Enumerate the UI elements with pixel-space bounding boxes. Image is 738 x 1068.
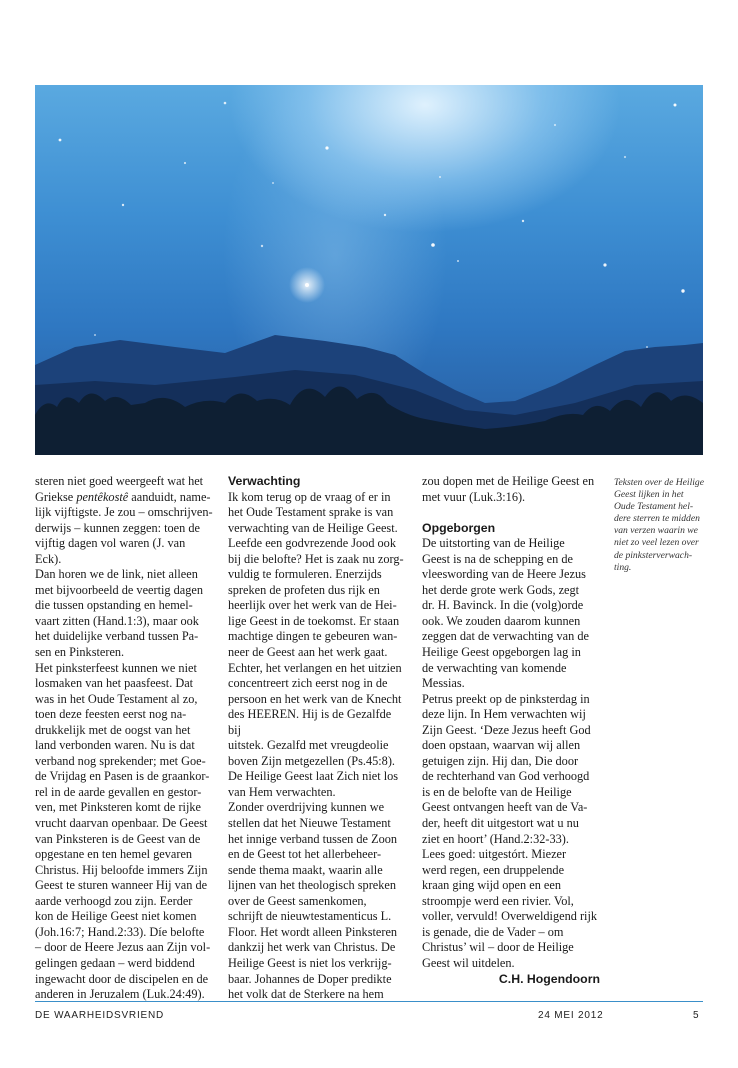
text-line: lijnen van het theologisch spreken — [228, 878, 397, 893]
text-line: Geest ontvangen heeft van de Va- — [422, 800, 588, 815]
text-line: toen deze feesten eerst nog na- — [35, 707, 187, 722]
text-line: was in het Oude Testament al zo, — [35, 691, 198, 706]
text-line: lijk vijftigste. Je zou – omschrijven- — [35, 505, 213, 520]
footer-divider — [35, 1001, 703, 1002]
text-line: Messias. — [422, 676, 465, 691]
text-line: De uitstorting van de Heilige — [422, 536, 565, 551]
text-line: Heilige Geest is niet los verkrijg- — [228, 955, 392, 970]
caption-line: van verzen waarin we — [614, 525, 698, 537]
text-line: dankzij het werk van Christus. De — [228, 940, 396, 955]
text-line: aarde verhoogd zou zijn. Eerder — [35, 893, 193, 908]
article-column-2 — [228, 474, 406, 1003]
text-line: het Oude Testament sprake is van — [228, 505, 394, 520]
text-line: verband nog sprekender; met Goe- — [35, 753, 206, 768]
text-line: het derde grote werk Gods, zegt — [422, 582, 580, 597]
section-heading-verwachting: Verwachting — [228, 474, 301, 488]
text-line: vijftig dagen vol waren (J. van Eck). — [35, 536, 186, 566]
text-line: ven, met Pinksteren komt de rijke — [35, 800, 201, 815]
text-line: met vuur (Luk.3:16). — [422, 489, 526, 504]
text-line: heerlijk over het werk van de Hei- — [228, 598, 397, 613]
text-line: derwijs – kunnen zeggen: toen de — [35, 520, 200, 535]
text-line: opgestane en ten hemel gevaren — [35, 847, 193, 862]
text-line: en de Geest tot het allerbeheer- — [228, 847, 382, 862]
text-line: – door de Heere Jezus aan Zijn vol- — [35, 940, 211, 955]
text-line: de verwachting van komende — [422, 660, 567, 675]
text-line: vaart zitten (Hand.1:3), maar ook — [35, 613, 199, 628]
article-column-3 — [422, 474, 600, 987]
footer-page-number: 5 — [693, 1010, 700, 1021]
text-line: kon de Heilige Geest niet komen — [35, 909, 197, 924]
text-line: boven Zijn metgezellen (Ps.45:8). — [228, 753, 395, 768]
text-line: over de Geest samenkomen, — [228, 893, 367, 908]
text-line: Dan horen we de link, niet alleen — [35, 567, 198, 582]
text-line: gelingen gedaan – werd biddend — [35, 955, 195, 970]
text-line: (Joh.16:7; Hand.2:33). Díe belofte — [35, 924, 205, 939]
caption-line: dere sterren te midden — [614, 513, 700, 525]
text-line: losmaken van het paasfeest. Dat — [35, 676, 194, 691]
text-line: zeggen dat de verwachting van de — [422, 629, 589, 644]
text-line: van Pinksteren is de Geest van de — [35, 831, 201, 846]
text-line: baar. Johannes de Doper predikte — [228, 971, 392, 986]
text-line: des HEEREN. Hij is de Gezalfde bij — [228, 707, 392, 737]
footer-date: 24 MEI 2012 — [538, 1010, 604, 1021]
text-line: anderen in Jeruzalem (Luk.24:49). — [35, 987, 205, 1002]
text-line: schrijft de nieuwtestamenticus L. — [228, 909, 392, 924]
text-line: sende thema maakt, waarin alle — [228, 862, 383, 877]
caption-line: Geest lijken in het — [614, 489, 684, 501]
text-line: ingewacht door de discipelen en de — [35, 971, 209, 986]
text-line: spreken de profeten dus rijk en — [228, 582, 380, 597]
text-line: vuldig te formuleren. Enerzijds — [228, 567, 382, 582]
text-line: is genade, die de Vader – om — [422, 924, 564, 939]
text-line: de Vrijdag en Pasen is de graankor- — [35, 769, 210, 784]
text-line: het innige verband tussen de Zoon — [228, 831, 398, 846]
text-line: lige Geest in de toekomst. Er staan — [228, 613, 400, 628]
text-line: Echter, het verlangen en het uitzien — [228, 660, 402, 675]
text-line: neer de Geest aan het werk gaat. — [228, 645, 388, 660]
text-line: machtige dingen te gebeuren wan- — [228, 629, 398, 644]
author-signature: C.H. Hogendoorn — [498, 971, 600, 986]
text-line: Christus. Hij beloofde immers Zijn — [35, 862, 208, 877]
text-line: vleeswording van de Heere Jezus — [422, 567, 586, 582]
text-line: Ik kom terug op de vraag of er in — [228, 489, 391, 504]
stars — [59, 102, 685, 348]
text-line: De Heilige Geest laat Zich niet los — [228, 769, 399, 784]
text-line: steren niet goed weergeeft wat het — [35, 474, 204, 488]
text-line: Christus’ wil – door de Heilige — [422, 940, 574, 955]
text-line: Petrus preekt op de pinksterdag in — [422, 691, 590, 706]
footer-publication: DE WAARHEIDSVRIEND — [35, 1010, 165, 1021]
text-line: vrucht daarvan openbaar. De Geest — [35, 816, 208, 831]
caption-line: Teksten over de Heilige — [614, 477, 704, 488]
text-line: verwachting van de Heilige Geest. — [228, 520, 398, 535]
text-line: Het pinksterfeest kunnen we niet — [35, 660, 197, 675]
text-line: stroompje werd een rivier. Vol, — [422, 893, 574, 908]
text-line: het duidelijke verband tussen Pa- — [35, 629, 199, 644]
text-line: uitstek. Gezalfd met vreugdeolie — [228, 738, 389, 753]
paragraph-gap — [422, 505, 600, 521]
text-line: van Hem verwachten. — [228, 784, 336, 799]
text-line: doen opstaan, waarvan wij allen — [422, 738, 581, 753]
text-line: Geest is na de schepping en de — [422, 551, 573, 566]
text-line: sen en Pinksteren. — [35, 645, 125, 660]
sidebar-caption — [614, 477, 706, 574]
text-line: Lees goed: uitgestórt. Miezer — [422, 847, 567, 862]
text-line: Zijn Geest. ‘Deze Jezus heeft God — [422, 722, 591, 737]
text-line: ook. We zouden daarom kunnen — [422, 613, 581, 628]
text-line: deze lijn. In Hem verwachten wij — [422, 707, 586, 722]
glowing-star — [289, 267, 325, 303]
text-line: persoon en het werk van de Knecht — [228, 691, 402, 706]
text-line: Geest te sturen wanneer Hij van de — [35, 878, 208, 893]
text-line: bij die belofte? Het is zaak nu zorg- — [228, 551, 404, 566]
text-line: Griekse pentêkostê aanduidt, name- — [35, 489, 211, 504]
text-line: werd regen, een druppelende — [422, 862, 565, 877]
text-line: voller, vervuld! Overweldigend rijk — [422, 909, 598, 924]
text-line: Heilige Geest opgeborgen lag in — [422, 645, 581, 660]
text-line: kraan ging wijd open en een — [422, 878, 561, 893]
text-line: de rechterhand van God verhoogd — [422, 769, 590, 784]
greek-term: pentêkostê — [76, 489, 129, 504]
night-landscape-illustration — [35, 85, 703, 455]
text-line: het volk dat de Sterkere na hem — [228, 987, 384, 1002]
text-line: land verbonden waren. Nu is dat — [35, 738, 195, 753]
text-line: Zonder overdrijving kunnen we — [228, 800, 385, 815]
text-line: drukkelijk met de oogst van het — [35, 722, 191, 737]
text-line: met bijvoorbeeld de veertig dagen — [35, 582, 203, 597]
text-line: dr. H. Bavinck. In die (volg)orde — [422, 598, 584, 613]
text-line: getuigen zijn. Hij dan, Die door — [422, 753, 579, 768]
caption-line: Oude Testament hel- — [614, 501, 694, 513]
text-line: die tussen opstanding en hemel- — [35, 598, 193, 613]
text-line: concentreert zich eerst nog in de — [228, 676, 388, 691]
text-line: Leefde een godvrezende Jood ook — [228, 536, 396, 551]
text-line: stellen dat het Nieuwe Testament — [228, 816, 391, 831]
text-line: Floor. Het wordt alleen Pinksteren — [228, 924, 398, 939]
text-line: zou dopen met de Heilige Geest en — [422, 474, 595, 488]
header-photo — [35, 85, 703, 455]
text-line: Geest wil uitdelen. — [422, 955, 515, 970]
caption-line: niet zo veel lezen over — [614, 537, 699, 549]
caption-line: ting. — [614, 561, 632, 573]
text-line: rel in de aarde gevallen en gestor- — [35, 784, 202, 799]
article-column-1 — [35, 474, 213, 1003]
text-line: is en de belofte van de Heilige — [422, 784, 572, 799]
text-line: der, heeft dit uitgestort wat u nu — [422, 816, 579, 831]
caption-line: de pinksterverwach- — [614, 549, 693, 561]
text-line: ziet en hoort’ (Hand.2:32-33). — [422, 831, 569, 846]
section-heading-opgeborgen: Opgeborgen — [422, 520, 496, 535]
